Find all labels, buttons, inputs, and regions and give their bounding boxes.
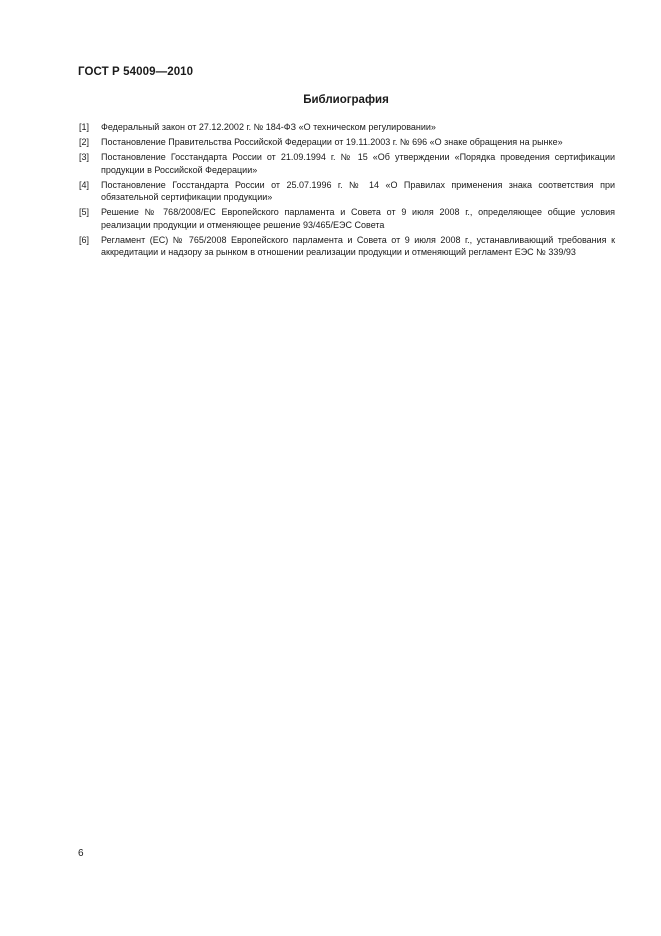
bibliography-title: Библиография <box>303 94 389 106</box>
bibliography-item <box>79 234 615 259</box>
bibliography-item <box>79 179 615 204</box>
bibliography-item <box>79 121 615 134</box>
bibliography-item-text: Решение № 768/2008/ЕС Европейского парламента и Совета от 9 июля 2008 г., определяющее общие условия реализации продукции и отменяющее решение 93/465/ЕЭС Совета <box>101 207 615 230</box>
standard-designation: ГОСТ Р 54009—2010 <box>78 66 194 78</box>
bibliography-item-number: [4] <box>79 179 90 190</box>
bibliography-item-number: [1] <box>79 122 90 132</box>
bibliography-item-text: Федеральный закон от 27.12.2002 г. № 184-ФЗ «О техническом регулировании» <box>101 122 436 132</box>
bibliography-item <box>79 151 615 176</box>
bibliography-item-text: Постановление Госстандарта России от 25.07.1996 г. № 14 «О Правилах применения знака соответствия при обязательной сертификации продукции» <box>101 179 615 202</box>
bibliography-item-number: [5] <box>79 207 90 217</box>
bibliography-item-text: Постановление Правительства Российской Федерации от 19.11.2003 г. № 696 «О знаке обращения на рынке» <box>101 137 563 147</box>
page-number: 6 <box>78 848 84 859</box>
bibliography-item <box>79 136 615 149</box>
bibliography-item-text: Постановление Госстандарта России от 21.09.1994 г. № 15 «Об утверждении «Порядка проведения сертификации продукции в Российской Федерации» <box>101 152 615 175</box>
bibliography-item-number: [2] <box>79 137 90 147</box>
bibliography-list <box>79 121 615 261</box>
bibliography-item-text: Регламент (ЕС) № 765/2008 Европейского парламента и Совета от 9 июля 2008 г., устанавливающий требования к аккредитации и надзору за рынком в отношении реализации продукции и отменяющий регламент ЕЭС № 339/93 <box>101 234 615 257</box>
bibliography-item-number: [3] <box>79 152 90 162</box>
bibliography-item-number: [6] <box>79 234 90 245</box>
bibliography-item <box>79 206 615 231</box>
